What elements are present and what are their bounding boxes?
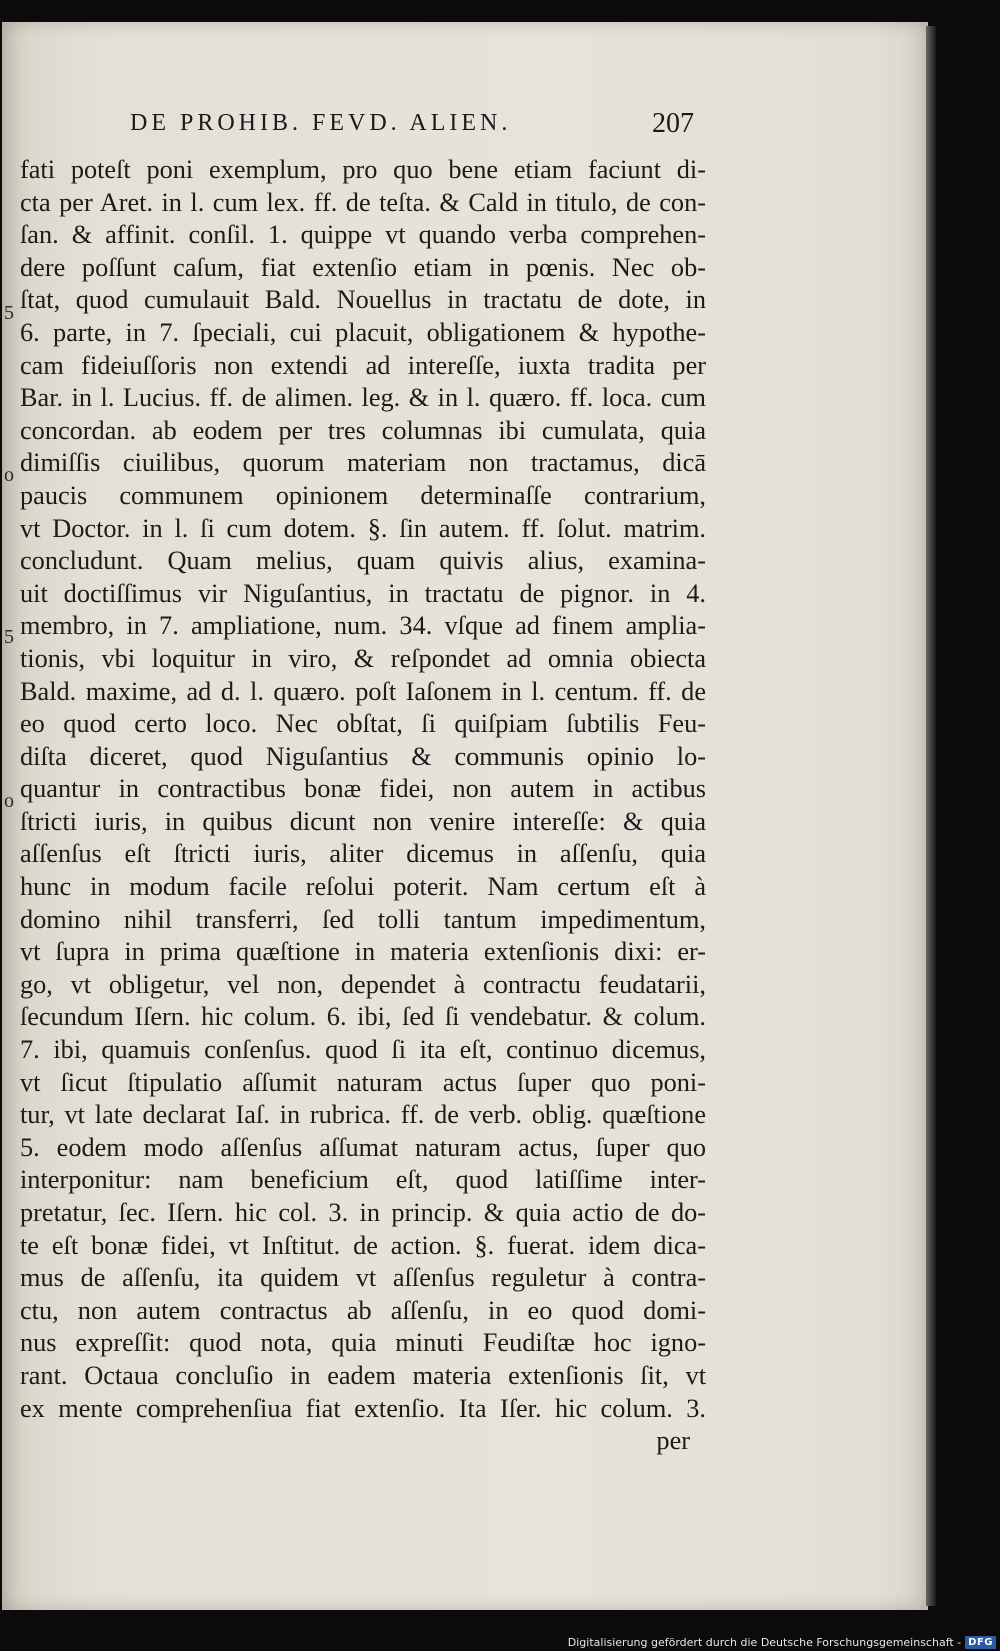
text-line: Bar. in l. Lucius. ff. de alimen. leg. & in l. quæro. ff. loca. cum bbox=[20, 383, 706, 413]
text-line: dere poſſunt caſum, fiat extenſio etiam in pœnis. Nec ob- bbox=[20, 252, 706, 282]
text-line: eo quod certo loco. Nec obſtat, ſi quiſpiam ſubtilis Feu- bbox=[20, 709, 706, 739]
text-line: ſtricti iuris, in quibus dicunt non venire intereſſe: & quia bbox=[20, 806, 706, 836]
text-line: te eſt bonæ fidei, vt Inſtitut. de action. §. fuerat. idem dica- bbox=[20, 1230, 706, 1260]
text-line: diſta diceret, quod Niguſantius & communis opinio lo- bbox=[20, 741, 706, 771]
text-line: aſſenſus eſt ſtricti iuris, aliter dicemus in aſſenſu, quia bbox=[20, 839, 706, 869]
text-line: tionis, vbi loquitur in viro, & reſpondet ad omnia obiecta bbox=[20, 643, 706, 673]
text-line: ſan. & affinit. conſil. 1. quippe vt quando verba comprehen- bbox=[20, 220, 706, 250]
text-line: paucis communem opinionem determinaſſe contrarium, bbox=[20, 480, 706, 510]
dfg-logo: DFG bbox=[965, 1636, 996, 1649]
text-line: cam fideiuſſoris non extendi ad intereſſe, iuxta tradita per bbox=[20, 350, 706, 380]
running-title: DE PROHIB. FEVD. ALIEN. bbox=[130, 110, 512, 136]
margin-mark: 5 bbox=[4, 302, 14, 324]
text-line: 6. parte, in 7. ſpeciali, cui placuit, obligationem & hypothe- bbox=[20, 317, 706, 347]
text-line: go, vt obligetur, vel non, dependet à contractu feudatarii, bbox=[20, 969, 706, 999]
text-line: concordan. ab eodem per tres columnas ibi cumulata, quia bbox=[20, 415, 706, 445]
text-line: mus de aſſenſu, ita quidem vt aſſenſus reguletur à contra- bbox=[20, 1263, 706, 1293]
text-line: ſtat, quod cumulauit Bald. Nouellus in tractatu de dote, in bbox=[20, 285, 706, 315]
text-line: 7. ibi, quamuis conſenſus. quod ſi ita eſt, continuo dicemus, bbox=[20, 1035, 706, 1065]
text-line: ctu, non autem contractus ab aſſenſu, in eo quod domi- bbox=[20, 1295, 706, 1325]
text-line: vt ſupra in prima quæſtione in materia extenſionis dixi: er- bbox=[20, 937, 706, 967]
text-line: dimiſſis ciuilibus, quorum materiam non tractamus, dicā bbox=[20, 448, 706, 478]
text-line: pretatur, ſec. Iſern. hic col. 3. in princip. & quia actio de do- bbox=[20, 1198, 706, 1227]
page-edge bbox=[926, 26, 936, 1606]
text-line: cta per Aret. in l. cum lex. ff. de teſta. & Cald in titulo, de con- bbox=[20, 187, 706, 217]
text-line: hunc in modum facile reſolui poterit. Nam certum eſt à bbox=[20, 872, 706, 902]
text-line: uit doctiſſimus vir Niguſantius, in tractatu de pignor. in 4. bbox=[20, 578, 706, 608]
text-line: vt ſicut ſtipulatio aſſumit naturam actus ſuper quo poni- bbox=[20, 1067, 706, 1097]
text-line: 5. eodem modo aſſenſus aſſumat naturam actus, ſuper quo bbox=[20, 1132, 706, 1162]
text-line: tur, vt late declarat Iaſ. in rubrica. ff. de verb. oblig. quæſtione bbox=[20, 1100, 706, 1130]
text-line: quantur in contractibus bonæ fidei, non autem in actibus bbox=[20, 774, 706, 804]
text-line: domino nihil transferri, ſed tolli tantum impedimentum, bbox=[20, 904, 706, 934]
text-line: nus expreſſit: quod nota, quia minuti Feudiſtæ hoc igno- bbox=[20, 1328, 706, 1358]
text-line: rant. Octaua concluſio in eadem materia extenſionis ſit, vt bbox=[20, 1360, 706, 1390]
digitization-credit bbox=[568, 1636, 996, 1649]
book-page bbox=[2, 22, 928, 1610]
text-line: per bbox=[656, 1426, 690, 1456]
margin-mark: 5 bbox=[4, 626, 14, 648]
text-line: fati poteſt poni exemplum, pro quo bene etiam faciunt di- bbox=[20, 155, 706, 184]
text-line: membro, in 7. ampliatione, num. 34. vſque ad finem amplia- bbox=[20, 611, 706, 641]
margin-mark: o bbox=[4, 790, 14, 812]
margin-mark: o bbox=[4, 464, 14, 486]
text-line: concludunt. Quam melius, quam quivis alius, examina- bbox=[20, 546, 706, 576]
text-line: interponitur: nam beneficium eſt, quod latiſſime inter- bbox=[20, 1165, 706, 1195]
page-number: 207 bbox=[652, 108, 694, 139]
text-line: vt Doctor. in l. ſi cum dotem. §. ſin autem. ff. ſolut. matrim. bbox=[20, 513, 706, 543]
text-line: ſecundum Iſern. hic colum. 6. ibi, ſed ſi vendebatur. & colum. bbox=[20, 1002, 706, 1032]
text-line: ex mente comprehenſiua fiat extenſio. Ita Iſer. hic colum. 3. bbox=[20, 1393, 706, 1423]
text-line: Bald. maxime, ad d. l. quæro. poſt Iaſonem in l. centum. ff. de bbox=[20, 676, 706, 706]
body-text bbox=[20, 154, 706, 1458]
credit-text: Digitalisierung gefördert durch die Deutsche Forschungsgemeinschaft - bbox=[567, 1636, 962, 1649]
